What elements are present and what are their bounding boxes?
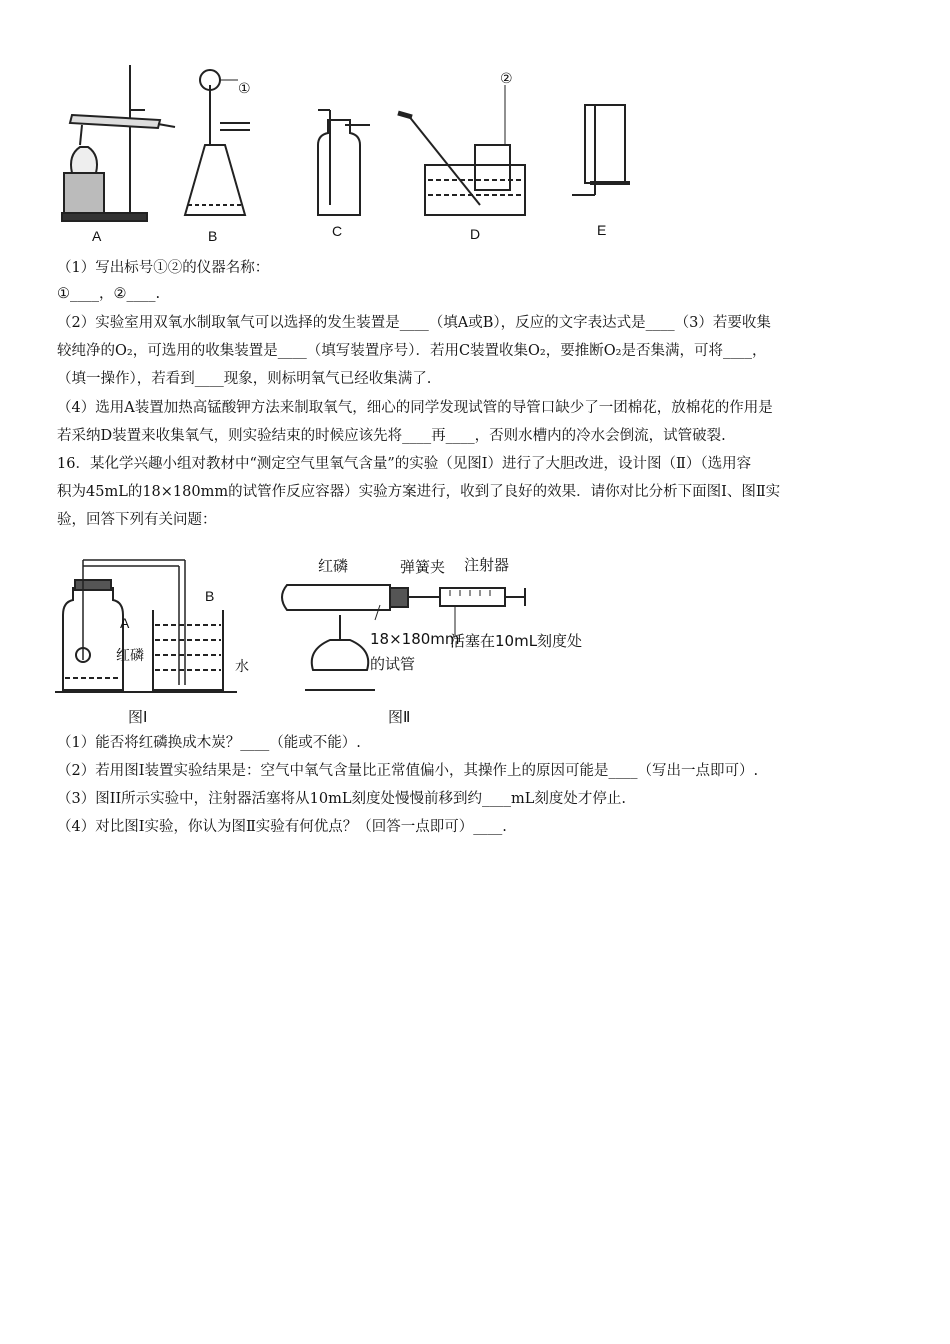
marker-2: ② [500, 71, 513, 87]
marker-1: ① [238, 81, 251, 97]
label-E: E [597, 222, 607, 238]
fig2-caption: 图Ⅱ [388, 708, 411, 726]
fig2-label-syringe: 注射器 [464, 556, 510, 574]
q16-sub-3: （3）图II所示实验中，注射器活塞将从10mL刻度处慢慢前移到约____mL刻度处才停止. [57, 791, 626, 807]
fig1-label-B: B [205, 588, 215, 604]
q16-sub-4: （4）对比图Ⅰ实验，你认为图Ⅱ实验有何优点？（回答一点即可）____. [57, 819, 507, 835]
label-C: C [332, 223, 343, 239]
fig1-caption: 图Ⅰ [128, 708, 148, 726]
q16-line-3: 验，回答下列有关问题： [57, 512, 217, 528]
fig1-label-A: A [120, 615, 130, 631]
q15-line-7: 若采纳D装置来收集氧气，则实验结束的时候应该先将____再____，否则水槽内的冷水会倒流，试管破裂. [57, 428, 726, 444]
fig2-label-tube-size: 18×180mm [370, 630, 460, 648]
q16-sub-1: （1）能否将红磷换成木炭？____（能或不能）. [57, 735, 361, 751]
fig2-label-tube: 的试管 [370, 655, 416, 673]
q16-line-2: 积为45mL的18×180mm的试管作反应容器）实验方案进行，收到了良好的效果．请你对比分析下面图Ⅰ、图Ⅱ实 [57, 484, 781, 500]
q15-line-6: （4）选用A装置加热高锰酸钾方法来制取氧气，细心的同学发现试管的导管口缺少了一团棉花，放棉花的作用是 [57, 400, 773, 416]
label-A: A [92, 228, 102, 244]
q15-line-1: （1）写出标号①②的仪器名称： [57, 260, 270, 276]
q16-sub-2: （2）若用图Ⅰ装置实验结果是：空气中氧气含量比正常值偏小，其操作上的原因可能是____（写出一点即可）. [57, 763, 759, 779]
q15-line-5: （填一操作），若看到____现象，则标明氧气已经收集满了. [57, 371, 432, 387]
q15-line-4: 较纯净的O₂，可选用的收集装置是____（填写装置序号）．若用C装置收集O₂，要推断O₂是否集满，可将____， [57, 343, 767, 359]
label-B: B [208, 228, 218, 244]
q15-line-2: ①____，②____. [57, 286, 161, 302]
fig2-label-clip: 弹簧夹 [400, 558, 446, 576]
fig2-label-phosphorus: 红磷 [318, 557, 349, 575]
q16-line-1: 16．某化学兴趣小组对教材中“测定空气里氧气含量”的实验（见图Ⅰ）进行了大胆改进，设计图（Ⅱ）（选用容 [57, 456, 752, 472]
q15-line-3: （2）实验室用双氧水制取氧气可以选择的发生装置是____（填A或B），反应的文字表达式是____（3）若要收集 [57, 315, 771, 331]
label-D: D [470, 226, 481, 242]
fig2-label-plunger: 活塞在10mL刻度处 [450, 632, 583, 650]
fig1-label-water: 水 [235, 659, 249, 675]
apparatus-figure [50, 55, 650, 245]
fig1-label-phosphorus: 红磷 [116, 648, 144, 664]
